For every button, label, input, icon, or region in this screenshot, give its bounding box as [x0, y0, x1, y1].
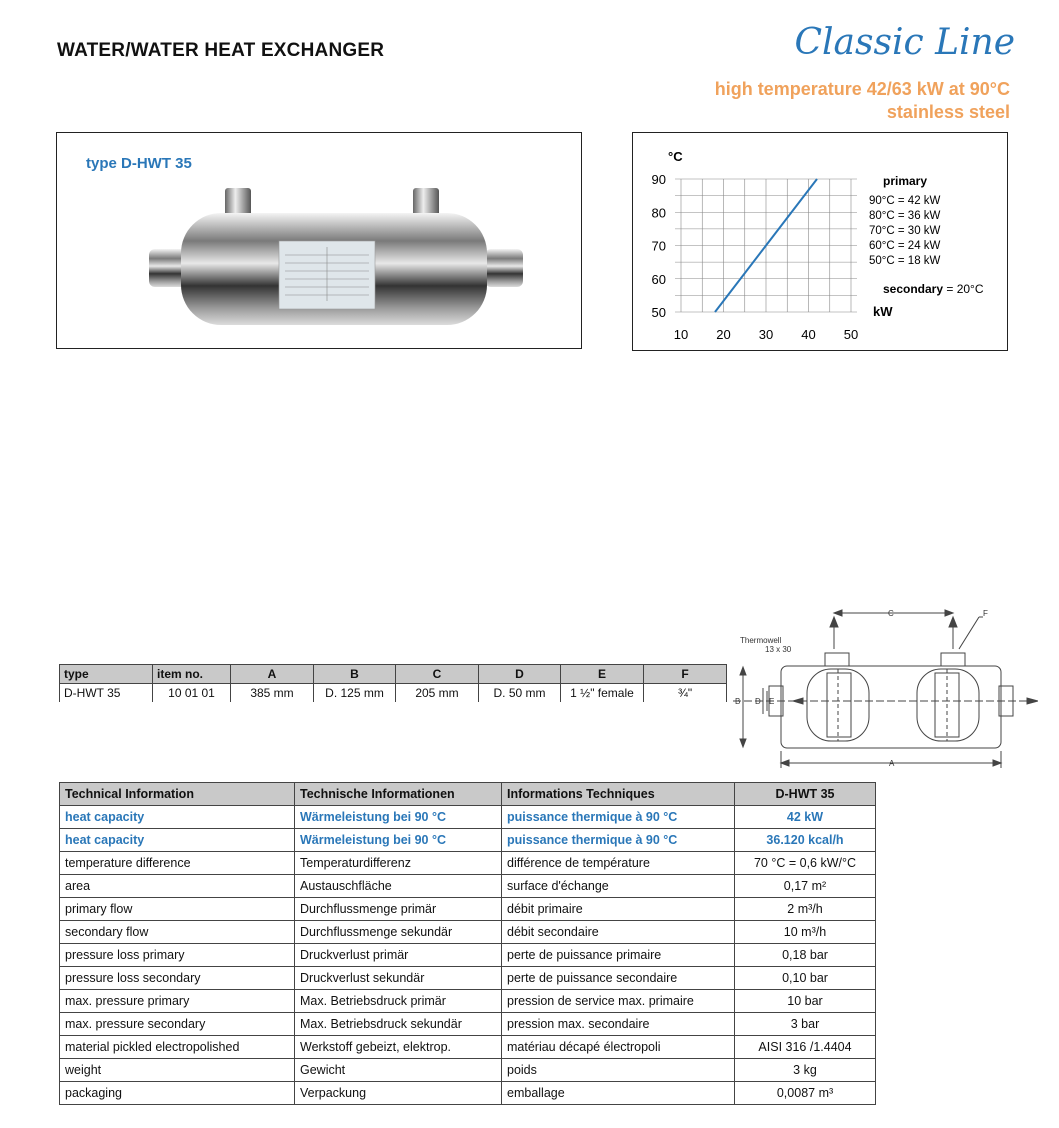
- tech-cell-en: primary flow: [60, 898, 295, 921]
- dim-cell-d: D. 50 mm: [479, 684, 561, 703]
- dim-header-e: E: [561, 665, 644, 684]
- y-tick-labels: [652, 172, 666, 320]
- x-tick-label: 20: [716, 327, 731, 342]
- table-row: [60, 1013, 876, 1036]
- dim-header-c: C: [396, 665, 479, 684]
- dim-cell-b: D. 125 mm: [314, 684, 396, 703]
- tech-cell-fr: différence de température: [502, 852, 735, 875]
- tech-cell-en: heat capacity: [60, 806, 295, 829]
- tech-cell-value: 70 °C = 0,6 kW/°C: [735, 852, 876, 875]
- x-tick-labels: [674, 327, 858, 342]
- tech-cell-de: Werkstoff gebeizt, elektrop.: [295, 1036, 502, 1059]
- page-title: WATER/WATER HEAT EXCHANGER: [57, 40, 385, 61]
- tech-cell-value: 3 kg: [735, 1059, 876, 1082]
- technical-drawing: [733, 603, 1038, 768]
- tech-cell-en: pressure loss secondary: [60, 967, 295, 990]
- tech-header-model: D-HWT 35: [735, 783, 876, 806]
- tech-cell-de: Temperaturdifferenz: [295, 852, 502, 875]
- dimensions-header-row: [60, 665, 727, 684]
- y-tick-label: 90: [651, 172, 666, 187]
- tech-cell-fr: débit secondaire: [502, 921, 735, 944]
- tech-cell-value: 0,10 bar: [735, 967, 876, 990]
- thermowell-size: 13 x 30: [765, 645, 792, 654]
- tech-cell-de: Durchflussmenge primär: [295, 898, 502, 921]
- tech-cell-value: 10 bar: [735, 990, 876, 1013]
- tech-cell-en: material pickled electropolished: [60, 1036, 295, 1059]
- tech-cell-value: 0,18 bar: [735, 944, 876, 967]
- heat-exchanger-photo: [147, 183, 527, 333]
- dimensions-table: [59, 664, 727, 702]
- table-row: [60, 829, 876, 852]
- x-tick-label: 40: [801, 327, 816, 342]
- tech-cell-de: Gewicht: [295, 1059, 502, 1082]
- tech-cell-en: pressure loss primary: [60, 944, 295, 967]
- y-tick-label: 60: [651, 271, 666, 287]
- dimensions-row: [60, 684, 727, 703]
- legend-item: 90°C = 42 kW: [869, 195, 941, 207]
- y-axis-label: °C: [668, 149, 683, 164]
- legend-item: 60°C = 24 kW: [869, 240, 941, 252]
- legend-item: 50°C = 18 kW: [869, 255, 941, 267]
- tech-cell-de: Durchflussmenge sekundär: [295, 921, 502, 944]
- tech-cell-fr: perte de puissance primaire: [502, 944, 735, 967]
- tech-cell-value: 0,0087 m³: [735, 1082, 876, 1105]
- dim-header-item-no: item no.: [153, 665, 231, 684]
- table-row: [60, 806, 876, 829]
- legend-secondary-value: = 20°C: [943, 282, 984, 296]
- tech-cell-en: max. pressure secondary: [60, 1013, 295, 1036]
- tech-cell-fr: poids: [502, 1059, 735, 1082]
- dim-label-b: B: [735, 697, 741, 706]
- dim-cell-a: 385 mm: [231, 684, 314, 703]
- tech-cell-value: 36.120 kcal/h: [735, 829, 876, 852]
- table-row: [60, 898, 876, 921]
- table-row: [60, 875, 876, 898]
- tech-cell-fr: pression de service max. primaire: [502, 990, 735, 1013]
- tech-cell-en: max. pressure primary: [60, 990, 295, 1013]
- table-row: [60, 1082, 876, 1105]
- dim-header-d: D: [479, 665, 561, 684]
- tech-cell-de: Austauschfläche: [295, 875, 502, 898]
- tech-cell-fr: surface d'échange: [502, 875, 735, 898]
- tech-cell-de: Max. Betriebsdruck sekundär: [295, 1013, 502, 1036]
- tech-cell-value: AISI 316 /1.4404: [735, 1036, 876, 1059]
- tech-header-en: Technical Information: [60, 783, 295, 806]
- dim-cell-f: ¾": [644, 684, 727, 703]
- tech-cell-fr: perte de puissance secondaire: [502, 967, 735, 990]
- tech-cell-fr: emballage: [502, 1082, 735, 1105]
- tech-cell-value: 10 m³/h: [735, 921, 876, 944]
- x-tick-label: 30: [758, 327, 774, 342]
- tech-cell-de: Max. Betriebsdruck primär: [295, 990, 502, 1013]
- dim-header-type: type: [60, 665, 153, 684]
- product-type-label: type D-HWT 35: [86, 155, 192, 172]
- dim-header-b: B: [314, 665, 396, 684]
- tech-cell-value: 0,17 m²: [735, 875, 876, 898]
- dim-cell-type: D-HWT 35: [60, 684, 153, 703]
- tech-cell-value: 2 m³/h: [735, 898, 876, 921]
- tech-cell-de: Wärmeleistung bei 90 °C: [295, 829, 502, 852]
- performance-chart-box: [632, 132, 1008, 351]
- y-tick-label: 70: [651, 238, 666, 254]
- dim-label-d: D: [755, 697, 761, 706]
- thermowell-label: Thermowell: [740, 636, 782, 645]
- tech-cell-fr: débit primaire: [502, 898, 735, 921]
- tech-cell-en: heat capacity: [60, 829, 295, 852]
- tech-cell-en: temperature difference: [60, 852, 295, 875]
- performance-chart: [633, 133, 1007, 350]
- tech-header-row: [60, 783, 876, 806]
- tech-cell-en: area: [60, 875, 295, 898]
- chart-legend: [869, 174, 984, 296]
- legend-secondary: [883, 282, 984, 296]
- tech-cell-value: 42 kW: [735, 806, 876, 829]
- tech-header-fr: Informations Techniques: [502, 783, 735, 806]
- table-row: [60, 1059, 876, 1082]
- tech-cell-de: Druckverlust sekundär: [295, 967, 502, 990]
- product-image-box: [56, 132, 582, 349]
- legend-secondary-label: secondary: [883, 282, 944, 296]
- subtitle-temperature: high temperature 42/63 kW at 90°C: [714, 79, 1010, 99]
- dim-header-f: F: [644, 665, 727, 684]
- y-tick-label: 50: [651, 305, 666, 320]
- legend-item: 70°C = 30 kW: [869, 225, 941, 237]
- dim-label-a: A: [889, 759, 895, 768]
- dim-cell-c: 205 mm: [396, 684, 479, 703]
- tech-cell-fr: matériau décapé électropoli: [502, 1036, 735, 1059]
- table-row: [60, 967, 876, 990]
- legend-primary-title: primary: [883, 174, 928, 188]
- dim-cell-e: 1 ½" female: [561, 684, 644, 703]
- dim-cell-item-no: 10 01 01: [153, 684, 231, 703]
- brand-logo: Classic Line: [794, 22, 1015, 63]
- table-row: [60, 1036, 876, 1059]
- table-row: [60, 921, 876, 944]
- technical-info-table: [59, 782, 876, 1105]
- legend-item: 80°C = 36 kW: [869, 210, 941, 222]
- tech-cell-en: secondary flow: [60, 921, 295, 944]
- dim-label-e: E: [769, 697, 775, 706]
- table-row: [60, 990, 876, 1013]
- dim-header-a: A: [231, 665, 314, 684]
- tech-cell-fr: puissance thermique à 90 °C: [502, 806, 735, 829]
- x-axis-label: kW: [873, 304, 893, 319]
- y-tick-label: 80: [651, 205, 666, 221]
- table-row: [60, 852, 876, 875]
- x-tick-label: 50: [843, 327, 859, 342]
- tech-cell-de: Wärmeleistung bei 90 °C: [295, 806, 502, 829]
- x-tick-label: 10: [673, 327, 689, 342]
- tech-cell-fr: puissance thermique à 90 °C: [502, 829, 735, 852]
- tech-cell-de: Druckverlust primär: [295, 944, 502, 967]
- dim-label-f: F: [983, 609, 988, 618]
- tech-cell-en: weight: [60, 1059, 295, 1082]
- tech-cell-value: 3 bar: [735, 1013, 876, 1036]
- tech-cell-fr: pression max. secondaire: [502, 1013, 735, 1036]
- table-row: [60, 944, 876, 967]
- tech-cell-de: Verpackung: [295, 1082, 502, 1105]
- dim-label-c: C: [888, 609, 894, 618]
- tech-cell-en: packaging: [60, 1082, 295, 1105]
- subtitle-material: stainless steel: [886, 102, 1010, 122]
- tech-header-de: Technische Informationen: [295, 783, 502, 806]
